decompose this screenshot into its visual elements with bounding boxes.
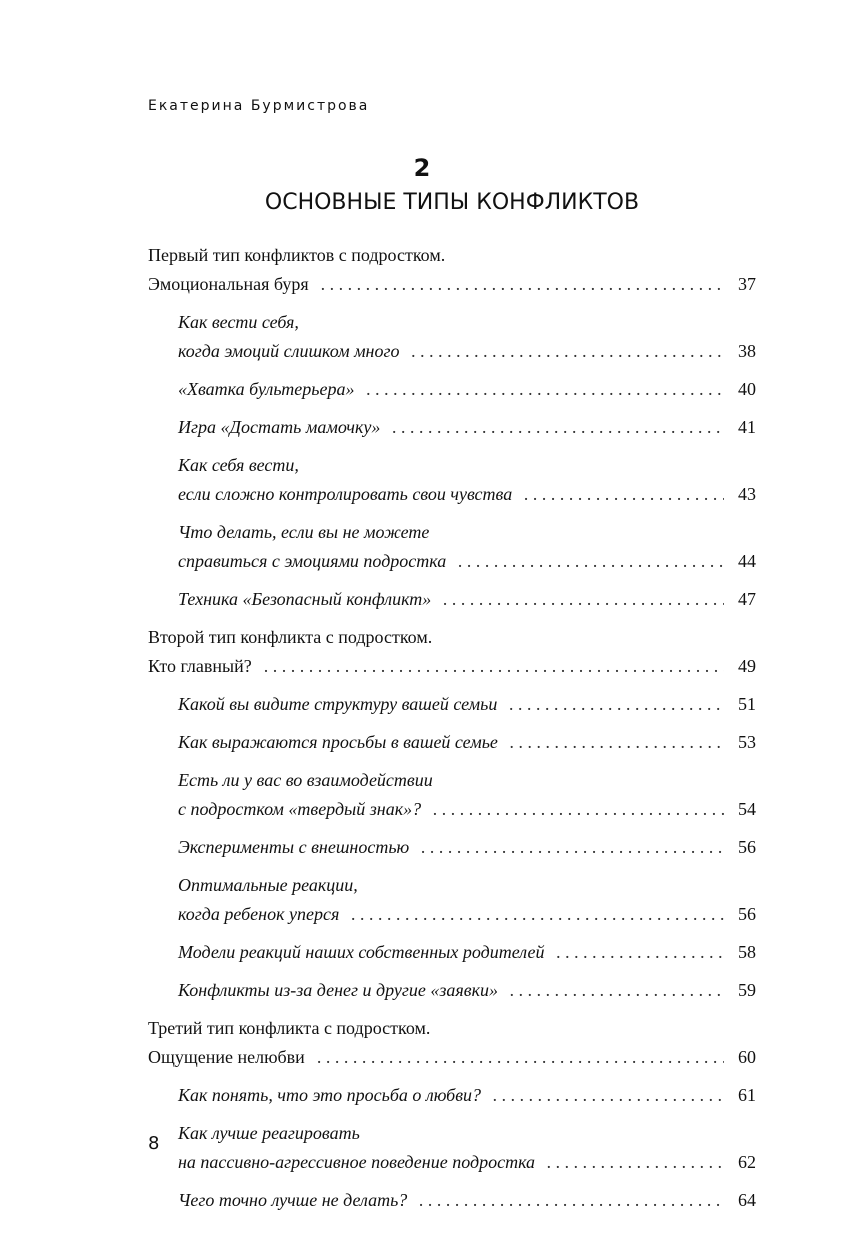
toc-page-number: 40 bbox=[738, 379, 756, 399]
toc-subentry bbox=[178, 308, 756, 366]
toc-page-number: 62 bbox=[738, 1152, 756, 1172]
toc-entry-text: если сложно контролировать свои чувства bbox=[178, 484, 513, 504]
toc-entry-text: Как выражаются просьбы в вашей семье bbox=[178, 732, 498, 752]
toc-subentry bbox=[178, 451, 756, 509]
toc-subentry bbox=[178, 690, 756, 719]
toc-section bbox=[148, 1014, 756, 1072]
table-of-contents bbox=[148, 241, 756, 1224]
toc-line bbox=[178, 1081, 756, 1110]
toc-page-number: 49 bbox=[738, 656, 756, 676]
toc-line bbox=[178, 547, 756, 576]
toc-line bbox=[178, 795, 756, 824]
toc-page-number: 59 bbox=[738, 980, 756, 1000]
toc-page-number: 51 bbox=[738, 694, 756, 714]
toc-entry-text: Третий тип конфликта с подростком. bbox=[148, 1018, 431, 1038]
toc-line bbox=[178, 413, 756, 442]
toc-entry-text: Ощущение нелюбви bbox=[148, 1047, 305, 1067]
toc-line bbox=[148, 270, 756, 299]
page-number: 8 bbox=[148, 1133, 160, 1154]
toc-entry-text: Первый тип конфликтов с подростком. bbox=[148, 245, 446, 265]
dot-leader bbox=[510, 976, 724, 1005]
toc-page-number: 58 bbox=[738, 942, 756, 962]
toc-section bbox=[148, 241, 756, 299]
toc-subentry bbox=[178, 585, 756, 614]
toc-section bbox=[148, 623, 756, 681]
toc-entry-text: Что делать, если вы не можете bbox=[178, 522, 430, 542]
chapter-number: 2 bbox=[413, 154, 431, 182]
chapter-title: ОСНОВНЫЕ ТИПЫ КОНФЛИКТОВ bbox=[264, 190, 640, 215]
dot-leader bbox=[510, 728, 724, 757]
dot-leader bbox=[557, 938, 724, 967]
toc-page-number: 44 bbox=[738, 551, 756, 571]
toc-entry-text: Второй тип конфликта с подростком. bbox=[148, 627, 433, 647]
toc-line bbox=[178, 1186, 756, 1215]
dot-leader bbox=[524, 480, 724, 509]
toc-subentry bbox=[178, 375, 756, 404]
toc-entry-text: Как себя вести, bbox=[178, 455, 299, 475]
toc-line bbox=[148, 241, 756, 270]
toc-subentry bbox=[178, 976, 756, 1005]
dot-leader bbox=[509, 690, 724, 719]
toc-subentry bbox=[178, 518, 756, 576]
toc-subentry bbox=[178, 728, 756, 757]
dot-leader bbox=[493, 1081, 724, 1110]
toc-line bbox=[178, 690, 756, 719]
toc-line bbox=[148, 623, 756, 652]
dot-leader bbox=[433, 795, 724, 824]
toc-line bbox=[178, 938, 756, 967]
dot-leader bbox=[419, 1186, 724, 1215]
toc-page-number: 54 bbox=[738, 799, 756, 819]
toc-line bbox=[148, 1014, 756, 1043]
dot-leader bbox=[264, 652, 724, 681]
toc-entry-text: когда эмоций слишком много bbox=[178, 341, 400, 361]
dot-leader bbox=[458, 547, 724, 576]
toc-entry-text: Оптимальные реакции, bbox=[178, 875, 358, 895]
dot-leader bbox=[392, 413, 724, 442]
toc-page-number: 61 bbox=[738, 1085, 756, 1105]
toc-line bbox=[178, 308, 756, 337]
running-head: Екатерина Бурмистрова bbox=[148, 98, 370, 114]
toc-entry-text: «Хватка бультерьера» bbox=[178, 379, 355, 399]
toc-line bbox=[178, 480, 756, 509]
toc-page-number: 38 bbox=[738, 341, 756, 361]
toc-entry-text: Модели реакций наших собственных родителей bbox=[178, 942, 545, 962]
toc-line bbox=[178, 871, 756, 900]
toc-line bbox=[178, 728, 756, 757]
toc-line bbox=[148, 1043, 756, 1072]
toc-page-number: 64 bbox=[738, 1190, 756, 1210]
toc-line bbox=[178, 518, 756, 547]
toc-entry-text: справиться с эмоциями подростка bbox=[178, 551, 447, 571]
toc-entry-text: Как лучше реагировать bbox=[178, 1123, 360, 1143]
toc-entry-text: Есть ли у вас во взаимодействии bbox=[178, 770, 433, 790]
toc-entry-text: когда ребенок уперся bbox=[178, 904, 340, 924]
toc-page-number: 37 bbox=[738, 274, 756, 294]
toc-entry-text: Эмоциональная буря bbox=[148, 274, 309, 294]
toc-entry-text: Как вести себя, bbox=[178, 312, 299, 332]
toc-entry-text: Кто главный? bbox=[148, 656, 252, 676]
dot-leader bbox=[421, 833, 724, 862]
dot-leader bbox=[443, 585, 724, 614]
toc-page-number: 56 bbox=[738, 904, 756, 924]
toc-entry-text: Какой вы видите структуру вашей семьи bbox=[178, 694, 498, 714]
dot-leader bbox=[321, 270, 724, 299]
toc-line bbox=[178, 451, 756, 480]
toc-page-number: 60 bbox=[738, 1047, 756, 1067]
toc-line bbox=[178, 1119, 756, 1148]
toc-line bbox=[178, 1148, 756, 1177]
toc-entry-text: Техника «Безопасный конфликт» bbox=[178, 589, 432, 609]
toc-line bbox=[178, 766, 756, 795]
toc-subentry bbox=[178, 938, 756, 967]
toc-subentry bbox=[178, 1186, 756, 1215]
toc-subentry bbox=[178, 1119, 756, 1177]
toc-subentry bbox=[178, 1081, 756, 1110]
toc-line bbox=[178, 900, 756, 929]
toc-entry-text: Конфликты из-за денег и другие «заявки» bbox=[178, 980, 499, 1000]
toc-page-number: 43 bbox=[738, 484, 756, 504]
dot-leader bbox=[351, 900, 724, 929]
toc-subentry bbox=[178, 871, 756, 929]
toc-page-number: 53 bbox=[738, 732, 756, 752]
toc-subentry bbox=[178, 413, 756, 442]
toc-page-number: 41 bbox=[738, 417, 756, 437]
dot-leader bbox=[317, 1043, 724, 1072]
toc-page-number: 56 bbox=[738, 837, 756, 857]
toc-entry-text: Эксперименты с внешностью bbox=[178, 837, 410, 857]
toc-line bbox=[178, 833, 756, 862]
dot-leader bbox=[412, 337, 724, 366]
toc-entry-text: на пассивно-агрессивное поведение подростка bbox=[178, 1152, 536, 1172]
toc-entry-text: Как понять, что это просьба о любви? bbox=[178, 1085, 482, 1105]
toc-entry-text: с подростком «твердый знак»? bbox=[178, 799, 422, 819]
toc-subentry bbox=[178, 833, 756, 862]
toc-entry-text: Чего точно лучше не делать? bbox=[178, 1190, 408, 1210]
toc-line bbox=[178, 375, 756, 404]
toc-line bbox=[148, 652, 756, 681]
toc-line bbox=[178, 585, 756, 614]
dot-leader bbox=[547, 1148, 724, 1177]
dot-leader bbox=[366, 375, 724, 404]
toc-page-number: 47 bbox=[738, 589, 756, 609]
toc-subentry bbox=[178, 766, 756, 824]
toc-entry-text: Игра «Достать мамочку» bbox=[178, 417, 381, 437]
toc-line bbox=[178, 976, 756, 1005]
toc-line bbox=[178, 337, 756, 366]
